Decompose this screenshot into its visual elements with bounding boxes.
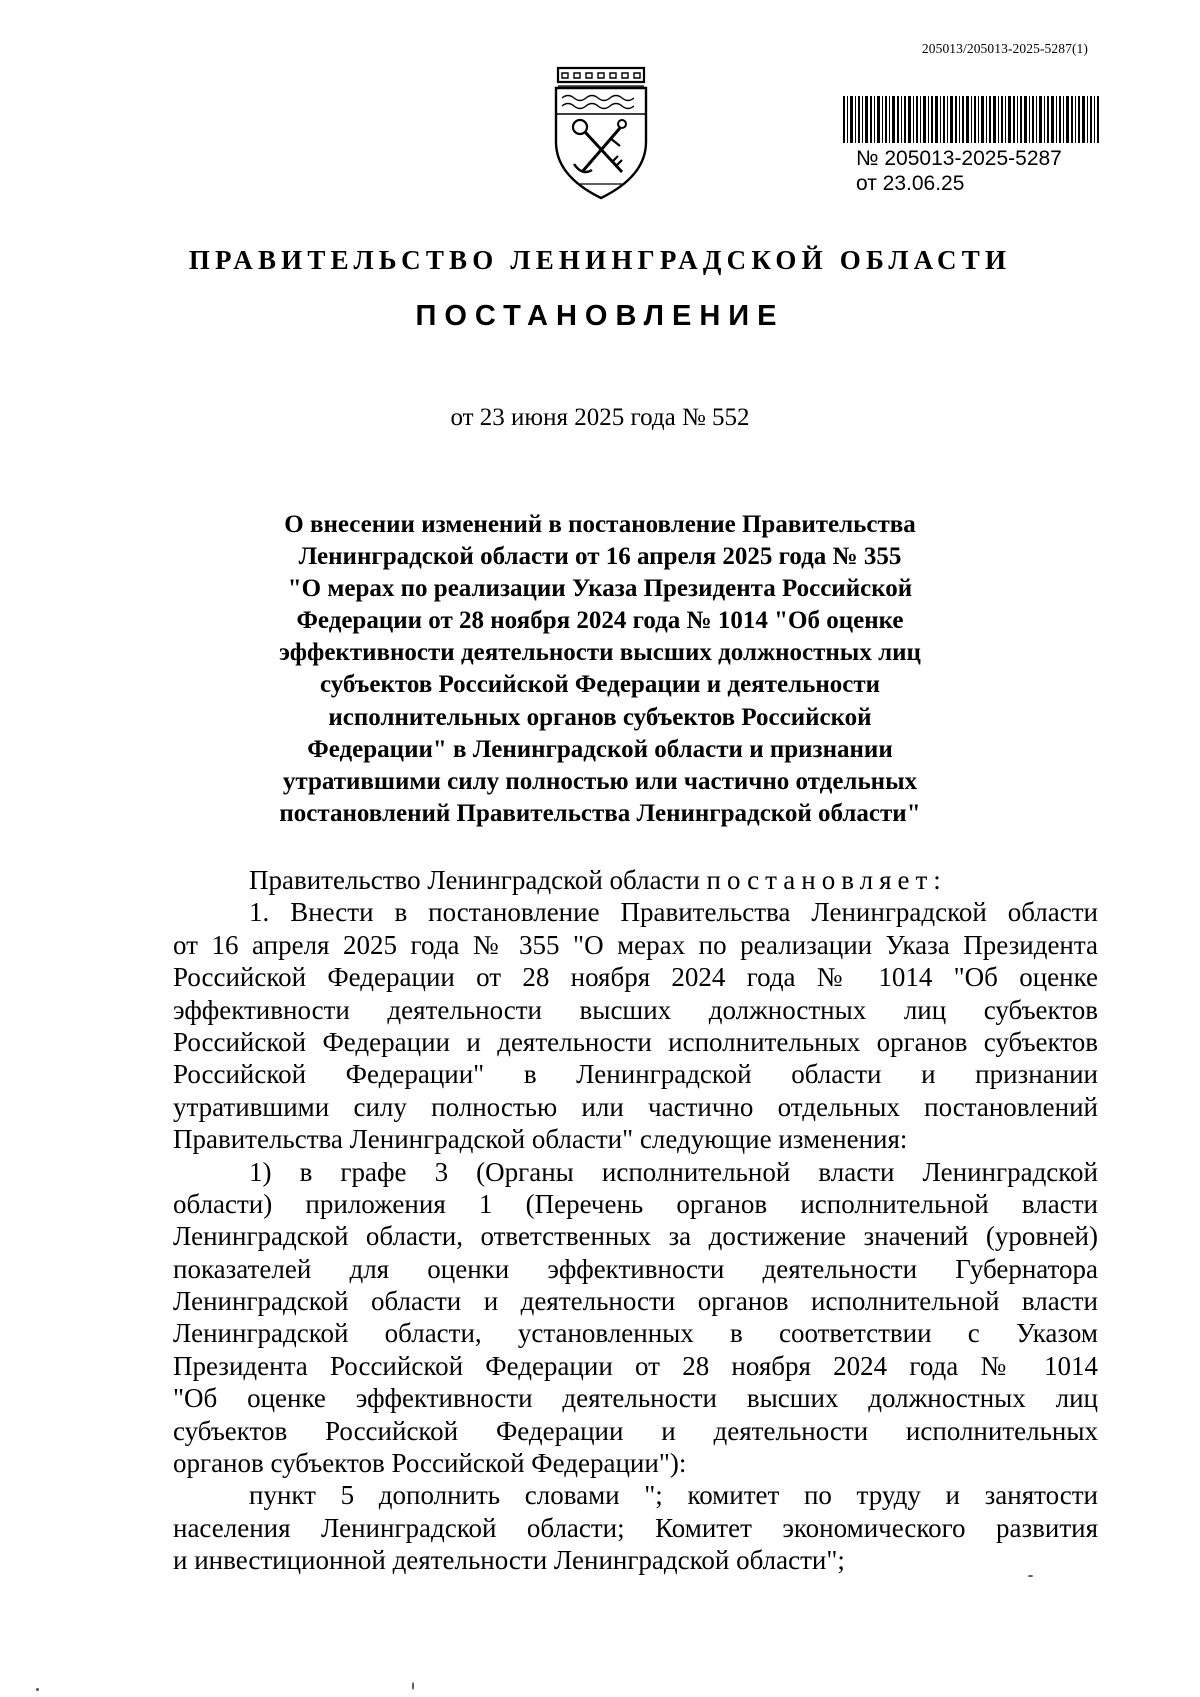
subject-line: Федерации" в Ленинградской области и признании bbox=[307, 735, 893, 763]
registration-date: от 23.06.25 bbox=[856, 172, 965, 195]
paragraph-line: Российской Федерации и деятельности исполнительных органов субъектов bbox=[173, 1026, 1098, 1057]
scan-speck bbox=[412, 1682, 414, 1690]
paragraph-line: Ленинградской области, ответственных за достижение значений (уровней) bbox=[173, 1221, 1098, 1252]
paragraph-line: Российской Федерации" в Ленинградской области и признании bbox=[173, 1059, 1098, 1090]
subject-line: Федерации от 28 ноября 2024 года № 1014 "Об оценке bbox=[296, 607, 904, 635]
scan-speck bbox=[1028, 1575, 1033, 1577]
subject-line: эффективности деятельности высших должностных лиц bbox=[279, 639, 921, 667]
paragraph-line: Ленинградской области, установленных в соответствии с Указом bbox=[173, 1318, 1098, 1349]
paragraph-line: 1. Внести в постановление Правительства Ленинградской области bbox=[249, 897, 1098, 928]
document-body bbox=[173, 864, 1098, 1577]
paragraph-line: показателей для оценки эффективности деятельности Губернатора bbox=[173, 1253, 1098, 1284]
document-date-number: от 23 июня 2025 года № 552 bbox=[450, 404, 750, 431]
document-subject bbox=[230, 509, 970, 830]
document-code: 205013/205013-2025-5287(1) bbox=[921, 41, 1088, 56]
paragraph-line: "Об оценке эффективности деятельности высших должностных лиц bbox=[173, 1383, 1098, 1414]
barcode-icon bbox=[843, 96, 1099, 143]
document-type: ПОСТАНОВЛЕНИЕ bbox=[415, 300, 785, 332]
subject-line: "О мерах по реализации Указа Президента Российской bbox=[287, 575, 913, 603]
preamble bbox=[173, 864, 1098, 896]
paragraph-line: Ленинградской области и деятельности органов исполнительной власти bbox=[173, 1286, 1098, 1317]
paragraph-line: утратившими силу полностью или частично отдельных постановлений bbox=[173, 1091, 1098, 1122]
paragraph-line: области) приложения 1 (Перечень органов исполнительной власти bbox=[173, 1188, 1098, 1219]
subject-line: утратившими силу полностью или частично отдельных bbox=[282, 767, 918, 795]
subject-line: Ленинградской области от 16 апреля 2025 года № 355 bbox=[298, 543, 902, 571]
paragraph-line: и инвестиционной деятельности Ленинградской области"; bbox=[173, 1545, 845, 1576]
preamble-verb: постановляет: bbox=[706, 865, 947, 895]
coat-of-arms-icon bbox=[550, 64, 652, 202]
preamble-subject: Правительство Ленинградской области bbox=[249, 865, 700, 895]
paragraph-line: Российской Федерации от 28 ноября 2024 года № 1014 "Об оценке bbox=[173, 962, 1098, 993]
paragraph-line: населения Ленинградской области; Комитет экономического развития bbox=[173, 1512, 1098, 1543]
subject-line: исполнительных органов субъектов Российской bbox=[328, 703, 872, 731]
scan-speck bbox=[36, 1688, 39, 1691]
subject-line: субъектов Российской Федерации и деятельности bbox=[319, 671, 881, 699]
paragraph-line: Президента Российской Федерации от 28 ноября 2024 года № 1014 bbox=[173, 1350, 1098, 1381]
registration-block bbox=[856, 146, 1062, 196]
paragraph-line: от 16 апреля 2025 года № 355 "О мерах по реализации Указа Президента bbox=[173, 929, 1098, 960]
paragraph-line: органов субъектов Российской Федерации"): bbox=[173, 1448, 687, 1479]
government-title: ПРАВИТЕЛЬСТВО ЛЕНИНГРАДСКОЙ ОБЛАСТИ bbox=[188, 245, 1012, 275]
paragraph-line: 1) в графе 3 (Органы исполнительной власти Ленинградской bbox=[249, 1156, 1098, 1187]
paragraph-line: эффективности деятельности высших должностных лиц субъектов bbox=[173, 994, 1098, 1025]
paragraph-line: Правительства Ленинградской области" следующие изменения: bbox=[173, 1124, 908, 1155]
subject-line: О внесении изменений в постановление Правительства bbox=[284, 511, 916, 538]
paragraph-line: субъектов Российской Федерации и деятельности исполнительных bbox=[173, 1415, 1098, 1446]
paragraph-line: пункт 5 дополнить словами "; комитет по труду и занятости bbox=[249, 1480, 1098, 1511]
subject-line: постановлений Правительства Ленинградской области" bbox=[279, 799, 921, 827]
registration-number: № 205013-2025-5287 bbox=[856, 147, 1062, 170]
